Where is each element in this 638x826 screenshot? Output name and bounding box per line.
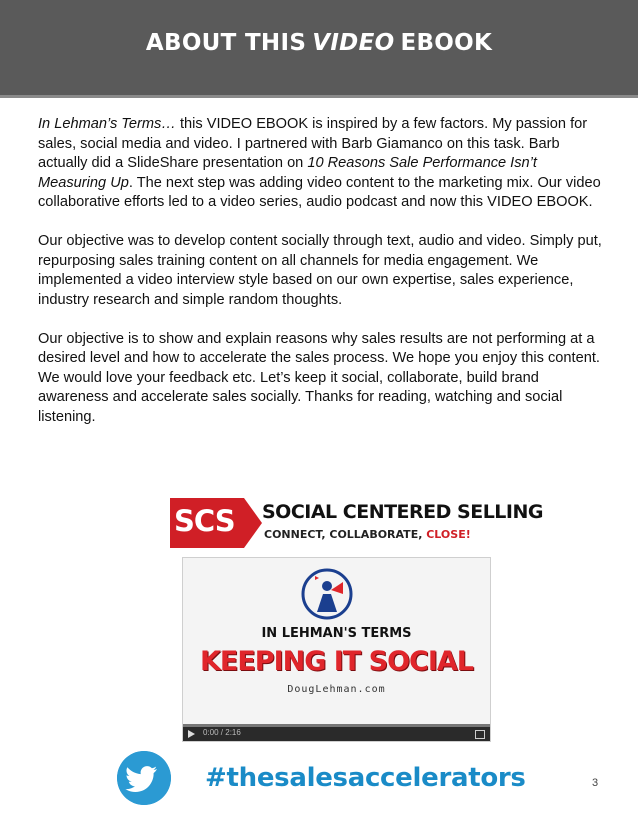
- scs-logo: [170, 498, 244, 548]
- title-post: EBOOK: [400, 30, 493, 56]
- scs-arrow-shape: [244, 498, 262, 548]
- page-header: [0, 0, 638, 98]
- paragraph-3: Our objective is to show and explain reasons why sales results are not performing at a desired level and how to accelerate the sales process. We hope you enjoy this content. We would love your feedback etc. Let’s keep it social, collaborate, build brand awareness and accelerate sales socially. Thanks for reading, watching and social listening.: [38, 330, 600, 425]
- page-number: 3: [592, 777, 599, 789]
- video-controls: [183, 727, 490, 741]
- video-time: 0:00 / 2:16: [203, 728, 241, 737]
- video-title: KEEPING IT SOCIAL: [199, 646, 474, 677]
- scs-title: SOCIAL CENTERED SELLING: [262, 501, 543, 523]
- paragraph-1-segment: . The next step was adding video content to the marketing mix. Our video collaborative efforts led to a video series, audio podcast and now this VIDEO EBOOK.: [38, 174, 601, 210]
- paragraph-1-segment: In Lehman’s Terms…: [38, 116, 176, 132]
- video-site: DougLehman.com: [287, 684, 386, 695]
- paragraph-2: Our objective was to develop content socially through text, audio and video. Simply put, repurposing sales training content on all channels for media engagement. We implemented a video interview style based on our own expertise, sales experience, industry research and simple random thoughts.: [38, 233, 602, 308]
- scs-logo-text: SCS: [174, 504, 235, 538]
- scs-banner: [170, 494, 543, 552]
- twitter-bird-icon[interactable]: [117, 751, 171, 805]
- scs-tagline-accent: CLOSE!: [426, 528, 471, 541]
- play-icon[interactable]: [188, 730, 195, 738]
- scs-tagline-pre: CONNECT, COLLABORATE,: [264, 528, 423, 541]
- title-pre: ABOUT THIS: [145, 30, 307, 56]
- scs-tagline: [264, 528, 471, 541]
- fullscreen-icon[interactable]: [475, 730, 485, 739]
- page-title: [0, 30, 638, 56]
- title-em: VIDEO: [312, 30, 395, 56]
- paragraph-1-segment: 10 Reasons Sale Performance Isn’t Measuring Up: [38, 155, 537, 191]
- video-subtitle: IN LEHMAN'S TERMS: [261, 626, 412, 641]
- video-player[interactable]: [182, 557, 491, 742]
- paragraph-1-segment: this VIDEO EBOOK is inspired by a few factors. My passion for sales, social media and video. I partnered with Barb Giamanco on this task. Barb actually did a SlideShare presentation on: [38, 116, 588, 171]
- body-text: [38, 115, 608, 447]
- footer-hashtag[interactable]: #thesalesaccelerators: [205, 763, 526, 793]
- megaphone-logo-icon: [301, 568, 353, 620]
- paragraph-1: [38, 115, 608, 213]
